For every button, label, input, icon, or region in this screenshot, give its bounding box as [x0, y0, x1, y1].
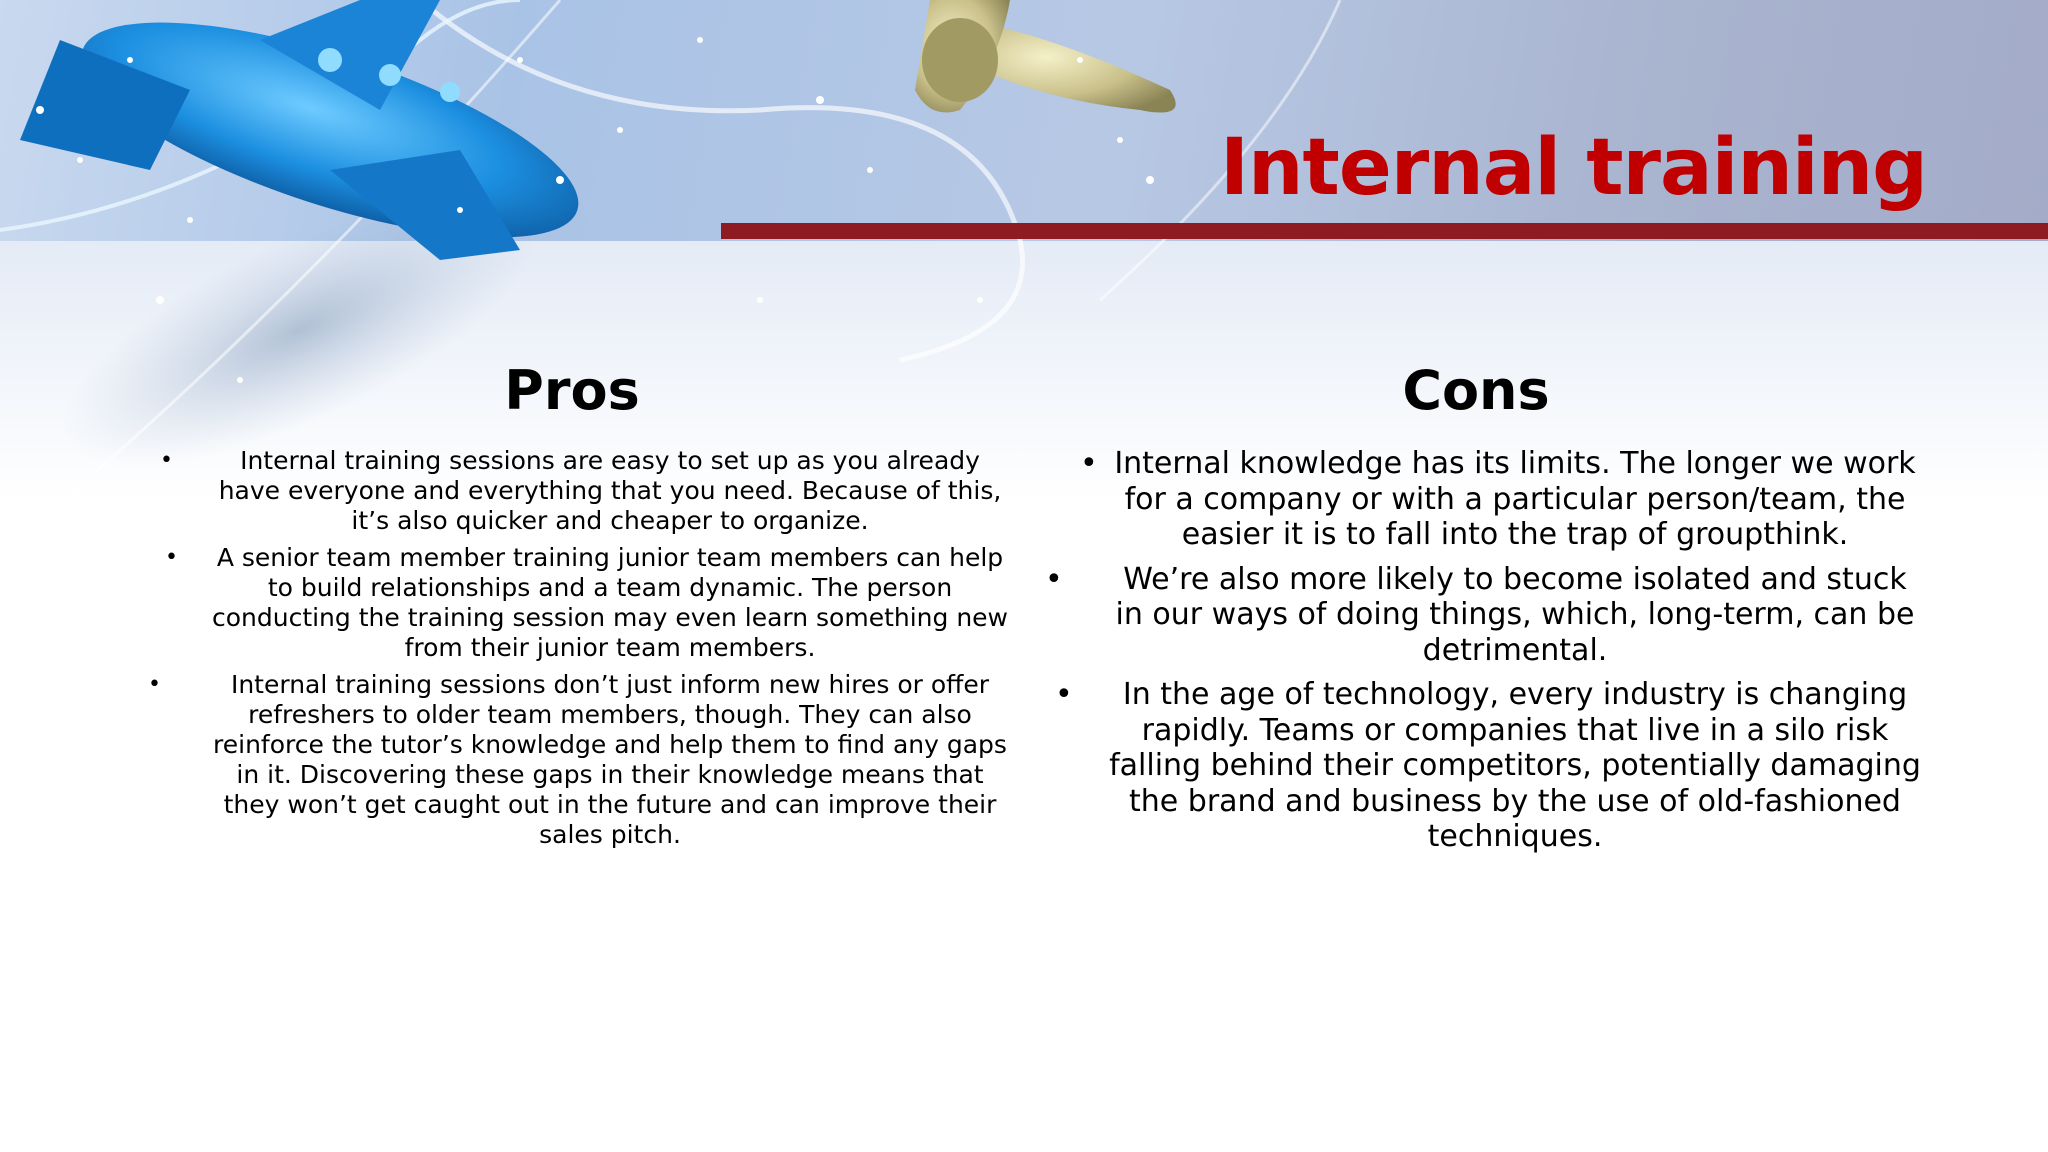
cons-item	[1055, 677, 1925, 855]
pros-list	[148, 446, 1010, 857]
pros-item-text: Internal training sessions don’t just inform new hires or offer refreshers to older team members, though. They can also reinforce the tutor’s knowledge and help them to find any gaps in it. Discovering these gaps in their knowledge means that they won’t get caught out in the future and can improve their sales pitch.	[213, 670, 1007, 849]
pros-heading: Pros	[504, 359, 640, 422]
cons-heading: Cons	[1402, 359, 1550, 422]
pros-item	[165, 543, 1010, 663]
cons-item-text: Internal knowledge has its limits. The longer we work for a company or with a particular person/team, the easier it is to fall into the trap of groupthink.	[1114, 446, 1916, 552]
cons-item-text: We’re also more likely to become isolated and stuck in our ways of doing things, which, long-term, can be detrimental.	[1115, 561, 1915, 668]
bullet-icon: •	[1080, 446, 1098, 481]
bullet-icon: •	[1045, 561, 1063, 597]
bullet-icon: •	[1055, 677, 1073, 712]
pros-item	[160, 446, 1010, 536]
cons-item-text: In the age of technology, every industry is changing rapidly. Teams or companies that live in a silo risk falling behind their competitors, potentially damaging the brand and business by the use of old-fashioned techniques.	[1109, 677, 1921, 854]
title-underline	[721, 223, 2048, 239]
bullet-icon: •	[148, 672, 161, 697]
cons-item	[1045, 561, 1925, 669]
airplane-illustration	[0, 0, 2048, 520]
bullet-icon: •	[165, 545, 178, 570]
slide-title: Internal training	[1219, 123, 1927, 213]
bullet-icon: •	[160, 448, 173, 473]
pros-item	[148, 670, 1010, 850]
cons-list	[1045, 446, 1925, 864]
pros-item-text: Internal training sessions are easy to set up as you already have everyone and everything that you need. Because of this, it’s also quicker and cheaper to organize.	[218, 446, 1002, 535]
cons-item	[1080, 446, 1925, 553]
pros-item-text: A senior team member training junior team members can help to build relationships and a team dynamic. The person conducting the training session may even learn something new from their junior team members.	[211, 543, 1009, 662]
